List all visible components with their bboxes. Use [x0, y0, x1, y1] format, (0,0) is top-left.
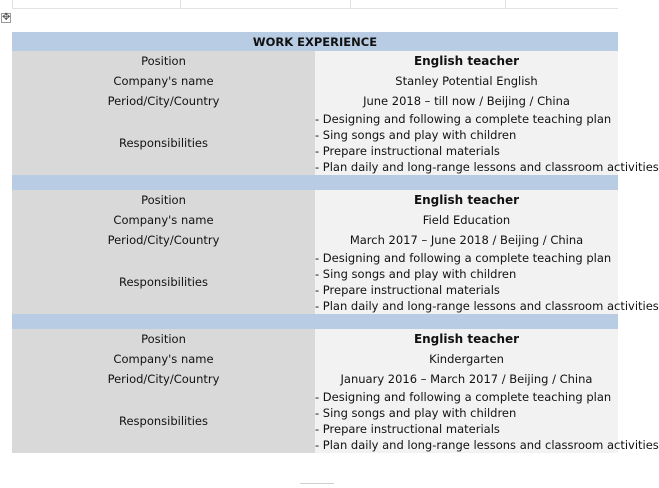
position-label: Position [12, 329, 315, 349]
responsibilities-list[interactable] [315, 389, 659, 453]
cell-divider [350, 0, 351, 8]
responsibilities-list[interactable] [315, 111, 659, 175]
table-row [12, 389, 618, 453]
work-experience-table [12, 32, 659, 453]
position-label: Position [12, 190, 315, 210]
company-value[interactable]: Field Education [315, 210, 618, 230]
period-value[interactable]: June 2018 – till now / Beijing / China [315, 91, 618, 111]
responsibilities-label: Responsibilities [12, 111, 315, 175]
table-row [12, 51, 618, 71]
table-row [12, 329, 618, 349]
section-separator [12, 314, 618, 329]
period-value[interactable]: March 2017 – June 2018 / Beijing / China [315, 230, 618, 250]
responsibility-item: - Prepare instructional materials [315, 422, 500, 436]
table-row [12, 250, 618, 314]
company-value[interactable]: Stanley Potential English [315, 71, 618, 91]
table-row [12, 349, 618, 369]
period-value[interactable]: January 2016 – March 2017 / Beijing / China [315, 369, 618, 389]
responsibilities-label: Responsibilities [12, 250, 315, 314]
table-row [12, 210, 618, 230]
responsibility-item: - Plan daily and long-range lessons and classroom activities [315, 299, 659, 313]
section-title: WORK EXPERIENCE [12, 32, 618, 51]
position-label: Position [12, 51, 315, 71]
company-value[interactable]: Kindergarten [315, 349, 618, 369]
responsibility-item: - Prepare instructional materials [315, 144, 500, 158]
cell-divider [180, 0, 181, 8]
position-value[interactable]: English teacher [315, 329, 618, 349]
company-label: Company's name [12, 210, 315, 230]
previous-table-row [12, 0, 618, 9]
responsibility-item: - Sing songs and play with children [315, 128, 517, 142]
responsibility-item: - Designing and following a complete teaching plan [315, 390, 612, 404]
cell-divider [505, 0, 506, 8]
responsibility-item: - Plan daily and long-range lessons and classroom activities [315, 438, 659, 452]
responsibilities-list[interactable] [315, 250, 659, 314]
table-row [12, 230, 618, 250]
period-label: Period/City/Country [12, 91, 315, 111]
responsibility-item: - Prepare instructional materials [315, 283, 500, 297]
position-value[interactable]: English teacher [315, 190, 618, 210]
cell-divider [12, 0, 13, 8]
responsibility-item: - Designing and following a complete teaching plan [315, 112, 612, 126]
responsibility-item: - Sing songs and play with children [315, 267, 517, 281]
responsibility-item: - Plan daily and long-range lessons and classroom activities [315, 160, 659, 174]
responsibilities-label: Responsibilities [12, 389, 315, 453]
table-row [12, 91, 618, 111]
period-label: Period/City/Country [12, 369, 315, 389]
table-row [12, 190, 618, 210]
table-row [12, 369, 618, 389]
company-label: Company's name [12, 71, 315, 91]
section-separator [12, 175, 618, 190]
company-label: Company's name [12, 349, 315, 369]
responsibility-item: - Designing and following a complete teaching plan [315, 251, 612, 265]
position-value[interactable]: English teacher [315, 51, 618, 71]
table-row [12, 111, 618, 175]
responsibility-item: - Sing songs and play with children [315, 406, 517, 420]
table-move-handle-icon[interactable]: ✥ [2, 12, 11, 23]
page-bottom-edge [300, 483, 334, 488]
period-label: Period/City/Country [12, 230, 315, 250]
table-row [12, 71, 618, 91]
